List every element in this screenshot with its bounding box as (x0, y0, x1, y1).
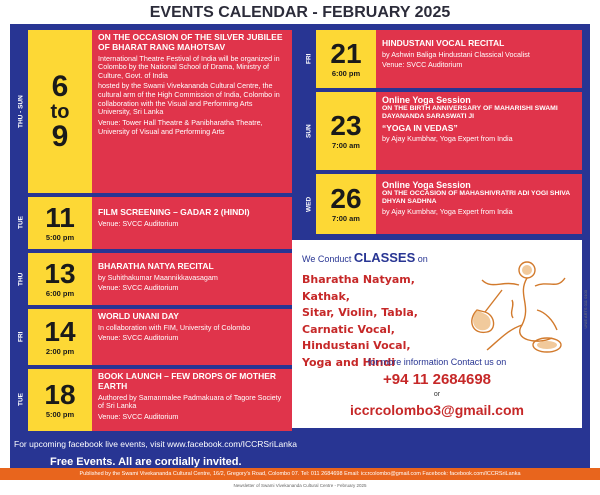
event-date (316, 92, 376, 170)
event-23 (302, 92, 582, 170)
event-day: FRI (14, 309, 28, 365)
date-number: 11 (45, 202, 75, 233)
date-number: 13 (44, 258, 76, 289)
event-description: Authored by Samanmalee Padmakuara of Tagore Society of Sri Lanka (98, 392, 282, 411)
intro-pre: We Conduct (302, 254, 352, 264)
event-day: SUN (302, 92, 316, 170)
event-title: Online Yoga Session (382, 180, 471, 190)
date-number: 18 (44, 379, 76, 410)
contact-or: or (433, 391, 441, 398)
intro-classes: CLASSES (353, 250, 416, 265)
event-venue: Venue: Tower Hall Theatre & Panibharatha Theatre, University of Visual and Performing Arts (98, 118, 263, 136)
event-day: THU - SUN (14, 30, 28, 193)
class-item: Bharatha Natyam, Kathak, (302, 273, 415, 303)
class-item: Hindustani Vocal, (302, 339, 411, 352)
event-title: Online Yoga Session (382, 95, 471, 105)
event-title: BOOK LAUNCH – FEW DROPS OF MOTHER EARTH (98, 371, 277, 391)
event-description: by Ajay Kumbhar, Yoga Expert from India (382, 133, 513, 143)
event-description: by Ajay Kumbhar, Yoga Expert from India (382, 206, 513, 216)
date-end: 9 (51, 119, 69, 153)
event-date (316, 30, 376, 88)
event-day: TUE (14, 369, 28, 431)
event-time: 5:00 pm (45, 410, 75, 419)
publisher-bar: Published by the Swami Vivekananda Cultural Centre, 16/2, Gregory's Road, Colombo 07. Tel: 011 2684698 Email: iccrcolombo@gmail.com Facebook: facebook.com/ICCRSriLanka (0, 468, 600, 480)
date-number: 26 (330, 183, 362, 214)
free-events-note: Free Events. All are cordially invited. (50, 456, 242, 468)
date-number: 23 (330, 110, 362, 141)
event-date (28, 197, 92, 249)
event-day: TUE (14, 197, 28, 249)
date-number: 21 (330, 38, 362, 69)
event-title: BHARATHA NATYA RECITAL (98, 261, 214, 271)
event-info (376, 174, 582, 234)
date-start: 6 (51, 69, 69, 103)
event-info (92, 197, 292, 249)
contact-info-text: for more information Contact us on (367, 357, 507, 367)
event-info (376, 92, 582, 170)
event-title: ON THE OCCASION OF THE SILVER JUBILEE OF BHARAT RANG MAHOTSAV (98, 32, 283, 52)
contact-phone[interactable]: +94 11 2684698 (382, 371, 492, 388)
date-to: to (50, 100, 70, 123)
newsletter-note: Newsletter of Swami Vivekananda Cultural Centre - February 2025 (233, 483, 367, 488)
event-6-9 (14, 30, 292, 193)
event-venue: Venue: SVCC Auditorium (98, 283, 179, 293)
contact-email[interactable]: iccrcolombo3@gmail.com (350, 402, 524, 418)
class-item: Carnatic Vocal, (302, 322, 395, 336)
date-number: 14 (44, 316, 76, 347)
event-14 (14, 309, 292, 365)
event-title: FILM SCREENING – GADAR 2 (HINDI) (98, 207, 250, 217)
event-date (28, 30, 92, 193)
event-day: FRI (302, 30, 316, 88)
classes-panel (292, 240, 582, 428)
intro-post: on (417, 254, 428, 264)
event-quote: “YOGA IN VEDAS” (382, 122, 458, 133)
event-date (316, 174, 376, 234)
event-date (28, 369, 92, 431)
side-note: UNIE ARTS 011 0100 (583, 290, 588, 329)
event-time: 5:00 pm (45, 233, 75, 242)
event-info (376, 30, 582, 88)
event-18 (14, 369, 292, 431)
event-day: THU (14, 253, 28, 305)
event-description: by Ashwin Baliga Hindustani Classical Vocalist (382, 49, 530, 59)
page-title: EVENTS CALENDAR - FEBRUARY 2025 (149, 4, 451, 21)
event-venue: Venue: SVCC Auditorium (382, 60, 463, 70)
event-subtitle: ON THE OCCASION OF MAHASHIVRATRI ADI YOGI SHIVA DHYAN SADHNA (382, 190, 570, 206)
event-13 (14, 253, 292, 305)
event-26 (302, 174, 582, 234)
event-venue: Venue: SVCC Auditorium (98, 411, 179, 421)
event-date (28, 253, 92, 305)
event-info (92, 30, 292, 193)
event-date (28, 309, 92, 365)
dancer-musician-illustration (457, 250, 572, 360)
event-subtitle: ON THE BIRTH ANNIVERSARY OF MAHARISHI SWAMI DAYANANDA SARASWATI JI (382, 105, 558, 121)
event-info (92, 253, 292, 305)
event-title: HINDUSTANI VOCAL RECITAL (382, 38, 505, 48)
event-11 (14, 197, 292, 249)
event-21 (302, 30, 582, 88)
event-description: International Theatre Festival of India will be organized in Colombo by the National School of Drama, Ministry of Culture, Govt. of India (98, 53, 280, 80)
event-time: 2:00 pm (45, 347, 75, 356)
event-description: In collaboration with FIM, University of Colombo (98, 322, 251, 332)
event-day: WED (302, 174, 316, 234)
event-venue: Venue: SVCC Auditorium (98, 218, 179, 228)
event-time: 7:00 am (332, 141, 360, 150)
event-description-2: hosted by the Swami Vivekananda Cultural Centre, the cultural arm of the High Commission of India, Colombo in collaboration with the Visual and Performing Arts University, Sri Lanka (98, 81, 280, 117)
event-time: 6:00 pm (331, 69, 361, 78)
event-info (92, 309, 292, 365)
class-item: Yoga and Hindi (302, 355, 396, 369)
facebook-note: For upcoming facebook live events, visit www.facebook.com/ICCRSriLanka (14, 439, 297, 449)
event-time: 7:00 am (332, 214, 360, 223)
event-info (92, 369, 292, 431)
event-title: WORLD UNANI DAY (98, 311, 179, 321)
event-description: by Suhithakumar Maannikkavasagam (98, 272, 218, 282)
event-time: 6:00 pm (45, 289, 75, 298)
classes-intro (302, 250, 428, 265)
event-venue: Venue: SVCC Auditorium (98, 333, 179, 343)
class-item: Sitar, Violin, Tabla, (302, 306, 418, 319)
